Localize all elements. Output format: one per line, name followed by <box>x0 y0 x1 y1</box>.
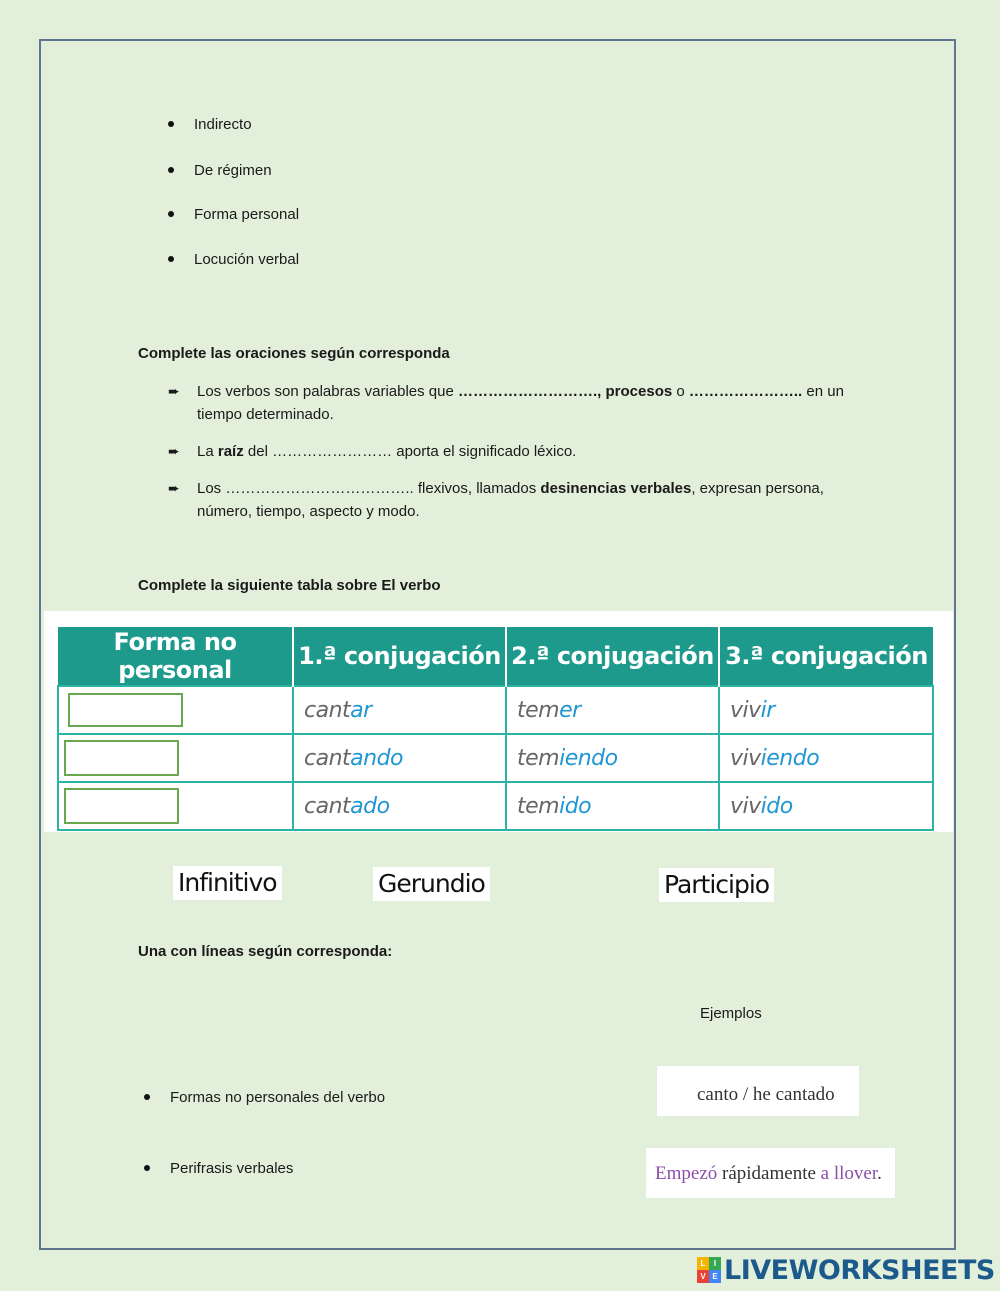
example-word-purple: llover <box>829 1163 878 1184</box>
verb-cell <box>293 734 506 782</box>
header-1-conjugacion: 1.ª conjugación <box>293 627 506 686</box>
verb-cell <box>506 686 719 734</box>
conjugation-table-panel <box>44 611 953 832</box>
example-box-canto[interactable] <box>657 1066 859 1116</box>
bullet-text: Forma personal <box>194 206 300 223</box>
word-tag-gerundio[interactable]: Gerundio <box>373 867 490 901</box>
sentence-text: Los verbos son palabras variables que <box>197 383 458 400</box>
match-item-left[interactable] <box>144 1160 293 1177</box>
section3-heading: Una con líneas según corresponda: <box>138 943 393 960</box>
liveworksheets-logo-icon <box>697 1257 721 1283</box>
verb-ending: ando <box>350 745 404 771</box>
bullet-dot-icon <box>144 1165 150 1171</box>
table-row <box>58 686 933 734</box>
sentence-text: , expresan persona, número, tiempo, aspecto y modo. <box>197 480 824 520</box>
examples-label: Ejemplos <box>700 1005 762 1022</box>
bullet-dot-icon <box>144 1094 150 1100</box>
verb-cell <box>719 734 933 782</box>
answer-cell <box>58 782 293 830</box>
example-word-purple: a <box>820 1163 830 1184</box>
verb-stem: cant <box>304 745 351 771</box>
bullet-text: Indirecto <box>194 116 252 133</box>
fill-sentence-1 <box>168 380 848 426</box>
bullet-dot-icon <box>168 211 174 217</box>
fill-sentence-3 <box>168 477 848 523</box>
fill-sentence-2 <box>168 440 848 463</box>
blank-dots: ………………….. <box>688 383 803 400</box>
bullet-text: Locución verbal <box>194 251 300 268</box>
verb-ending: iendo <box>760 745 820 771</box>
match-item-text: Formas no personales del verbo <box>170 1089 386 1106</box>
sentence-bold-text: desinencias verbales <box>540 480 692 497</box>
conjugation-table <box>57 627 934 831</box>
verb-ending: ar <box>350 697 372 723</box>
header-forma-no-personal: Forma no personal <box>58 627 293 686</box>
verb-cell <box>506 782 719 830</box>
verb-cell <box>293 782 506 830</box>
bullet-item <box>168 116 252 133</box>
verb-ending: ido <box>559 793 592 819</box>
section2-heading: Complete la siguiente tabla sobre El verbo <box>138 577 441 594</box>
bullet-dot-icon <box>168 167 174 173</box>
verb-stem: cant <box>304 697 351 723</box>
logo-icon-letter: I <box>709 1257 721 1270</box>
example-box-empezo[interactable] <box>646 1148 895 1198</box>
section1-heading: Complete las oraciones según corresponda <box>138 345 450 362</box>
example-word: rápidamente <box>717 1163 821 1184</box>
sentence-text: o <box>672 383 689 400</box>
example-text: canto / he cantado <box>697 1084 835 1105</box>
bullet-text: De régimen <box>194 162 272 179</box>
table-header-row <box>58 627 933 686</box>
match-item-left[interactable] <box>144 1089 385 1106</box>
verb-ending: ir <box>760 697 775 723</box>
liveworksheets-logo <box>697 1254 995 1286</box>
verb-ending: ado <box>350 793 390 819</box>
logo-icon-letter: L <box>697 1257 709 1270</box>
word-tag-infinitivo[interactable]: Infinitivo <box>173 866 282 900</box>
verb-stem: viv <box>730 697 761 723</box>
sentence-text: en un tiempo determinado. <box>197 383 844 423</box>
arrow-bullet-icon: ➨ <box>168 443 180 459</box>
arrow-bullet-icon: ➨ <box>168 480 180 496</box>
answer-cell <box>58 734 293 782</box>
answer-cell <box>58 686 293 734</box>
example-word-purple: Empezó <box>655 1163 718 1184</box>
bullet-item <box>168 251 299 268</box>
word-tag-participio[interactable]: Participio <box>659 868 774 902</box>
answer-input-box[interactable] <box>68 693 183 727</box>
sentence-text: Los ……………………………….. flexivos, llamados <box>197 480 541 497</box>
sentence-text: La <box>197 443 218 460</box>
header-3-conjugacion: 3.ª conjugación <box>719 627 933 686</box>
header-2-conjugacion: 2.ª conjugación <box>506 627 719 686</box>
logo-icon-letter: E <box>709 1270 721 1283</box>
bullet-item <box>168 162 272 179</box>
verb-stem: viv <box>730 745 761 771</box>
answer-input-box[interactable] <box>64 788 179 824</box>
sentence-text: del …………………… aporta el significado léxico. <box>243 443 577 460</box>
verb-stem: cant <box>304 793 351 819</box>
match-item-text: Perifrasis verbales <box>170 1160 294 1177</box>
table-row <box>58 782 933 830</box>
liveworksheets-logo-text: LIVEWORKSHEETS <box>724 1254 995 1286</box>
bullet-dot-icon <box>168 121 174 127</box>
verb-ending: er <box>559 697 581 723</box>
example-word: . <box>877 1163 882 1184</box>
verb-cell <box>293 686 506 734</box>
verb-cell <box>506 734 719 782</box>
verb-cell <box>719 782 933 830</box>
arrow-bullet-icon: ➨ <box>168 383 180 399</box>
verb-stem: tem <box>517 793 560 819</box>
sentence-bold-text: raíz <box>217 443 244 460</box>
sentence-bold-text: ………………………., procesos <box>458 383 673 400</box>
table-row <box>58 734 933 782</box>
logo-icon-letter: V <box>697 1270 709 1283</box>
verb-cell <box>719 686 933 734</box>
verb-ending: iendo <box>559 745 618 771</box>
bullet-dot-icon <box>168 256 174 262</box>
verb-stem: viv <box>730 793 761 819</box>
verb-stem: tem <box>517 697 560 723</box>
bullet-item <box>168 206 299 223</box>
answer-input-box[interactable] <box>64 740 179 776</box>
verb-ending: ido <box>760 793 793 819</box>
verb-stem: tem <box>517 745 560 771</box>
